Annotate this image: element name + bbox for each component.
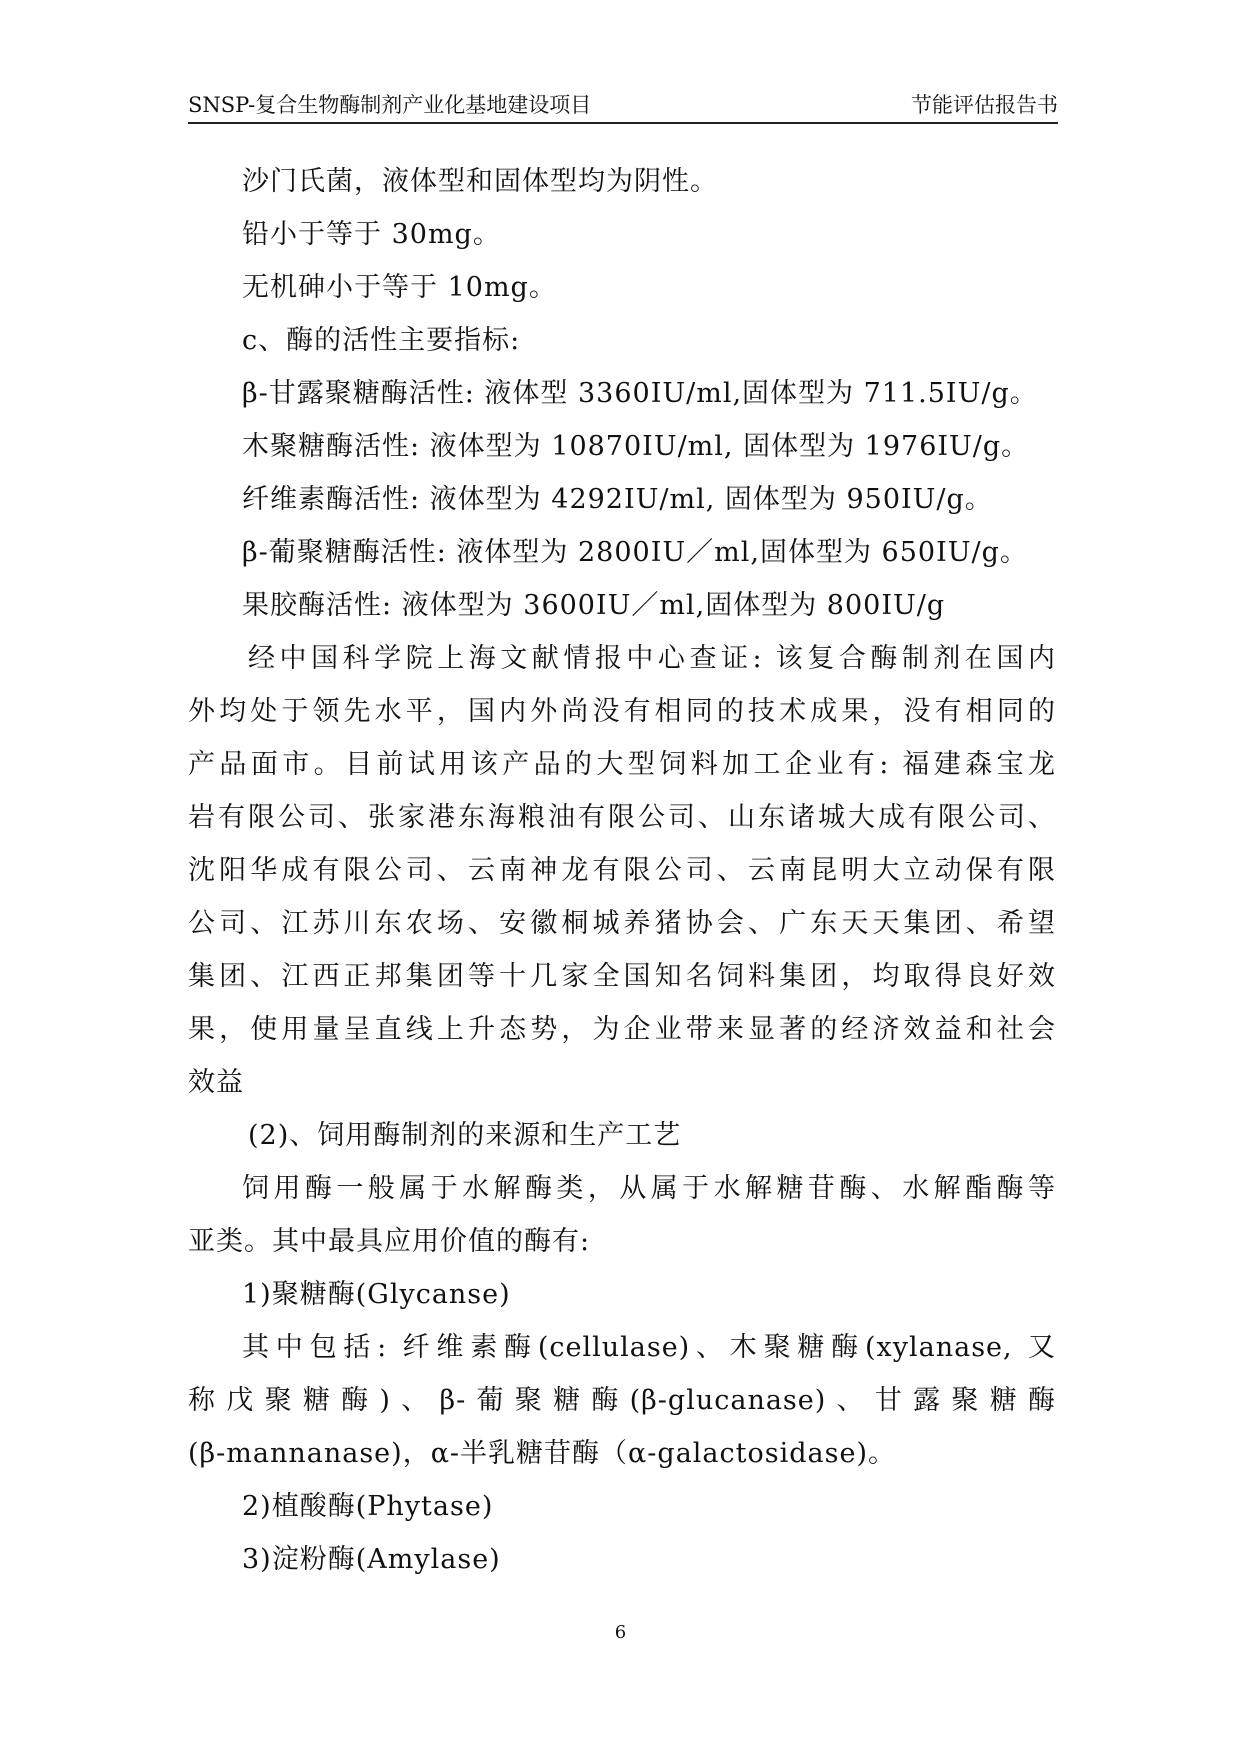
list-item: 1)聚糖酶(Glycanse) xyxy=(242,1279,511,1310)
text-line: 纤维素酶活性: 液体型为 4292IU/ml, 固体型为 950IU/g。 xyxy=(242,484,993,515)
text-line: 效益 xyxy=(188,1067,244,1098)
page-number: 6 xyxy=(614,1622,627,1643)
text-line: (β-mannanase)，α-半乳糖苷酶（α-galactosidase)。 xyxy=(188,1438,896,1469)
text-line: c、酶的活性主要指标: xyxy=(242,325,521,356)
text-line: β-葡聚糖酶活性: 液体型为 2800IU／ml,固体型为 650IU/g。 xyxy=(242,537,1028,568)
text-line: 集团、江西正邦集团等十几家全国知名饲料集团，均取得良好效 xyxy=(188,961,1056,992)
page-header xyxy=(188,86,1058,124)
header-report-title: 节能评估报告书 xyxy=(911,93,1058,117)
list-item: 2)植酸酶(Phytase) xyxy=(242,1491,494,1522)
text-line: 岩有限公司、张家港东海粮油有限公司、山东诸城大成有限公司、 xyxy=(188,802,1056,833)
text-line: 沈阳华成有限公司、云南神龙有限公司、云南昆明大立动保有限 xyxy=(188,855,1056,886)
header-project-title: SNSP-复合生物酶制剂产业化基地建设项目 xyxy=(188,93,592,117)
text-line: 外均处于领先水平，国内外尚没有相同的技术成果，没有相同的 xyxy=(188,696,1056,727)
list-item: 3)淀粉酶(Amylase) xyxy=(242,1544,501,1575)
text-line: 饲用酶一般属于水解酶类，从属于水解糖苷酶、水解酯酶等 xyxy=(242,1173,1056,1204)
text-line: 产品面市。目前试用该产品的大型饲料加工企业有: 福建森宝龙 xyxy=(188,749,1056,780)
text-line: 无机砷小于等于 10mg。 xyxy=(242,272,557,303)
text-line: 亚类。其中最具应用价值的酶有: xyxy=(188,1226,591,1257)
text-line: 公司、江苏川东农场、安徽桐城养猪协会、广东天天集团、希望 xyxy=(188,908,1056,939)
text-line: 经中国科学院上海文献情报中心查证: 该复合酶制剂在国内 xyxy=(248,643,1056,674)
text-line: 称戊聚糖酶)、β-葡聚糖酶(β-glucanase)、甘露聚糖酶 xyxy=(188,1385,1056,1416)
text-line: 果，使用量呈直线上升态势，为企业带来显著的经济效益和社会 xyxy=(188,1014,1056,1045)
text-line: β-甘露聚糖酶活性: 液体型 3360IU/ml,固体型为 711.5IU/g。 xyxy=(242,378,1038,409)
text-line: 沙门氏菌，液体型和固体型均为阴性。 xyxy=(242,166,718,197)
document-body xyxy=(188,155,1056,1586)
section-heading: (2)、饲用酶制剂的来源和生产工艺 xyxy=(248,1120,682,1151)
text-line: 木聚糖酶活性: 液体型为 10870IU/ml, 固体型为 1976IU/g。 xyxy=(242,431,1030,462)
text-line: 果胶酶活性: 液体型为 3600IU／ml,固体型为 800IU/g xyxy=(242,590,946,621)
text-line: 铅小于等于 30mg。 xyxy=(242,219,501,250)
text-line: 其中包括: 纤维素酶(cellulase)、木聚糖酶(xylanase, 又 xyxy=(242,1332,1056,1363)
